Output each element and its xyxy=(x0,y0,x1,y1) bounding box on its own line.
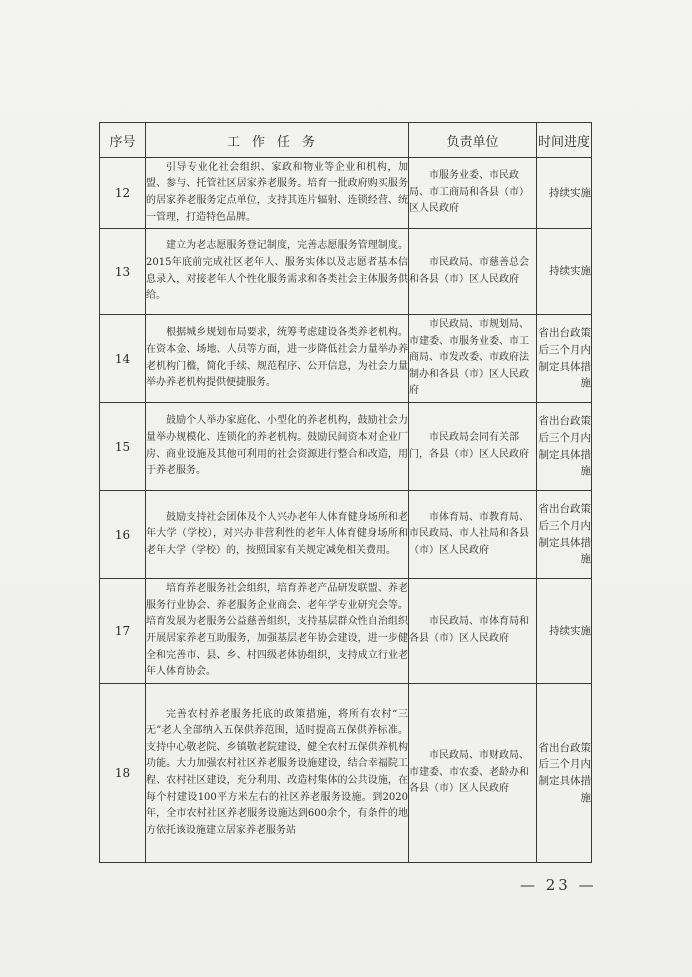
row-unit: 市体育局、市教育局、市民政局、市人社局和各县（市）区人民政府 xyxy=(409,491,537,579)
task-table xyxy=(99,122,592,863)
row-unit: 市民政局、市财政局、市建委、市农委、老龄办和各县（市）区人民政府 xyxy=(409,684,537,863)
row-time: 持续实施 xyxy=(537,579,592,684)
header-time: 时间进度 xyxy=(537,123,592,158)
table-row xyxy=(100,491,592,579)
row-time: 省出台政策后三个月内制定具体措施 xyxy=(537,315,592,403)
row-time: 持续实施 xyxy=(537,229,592,315)
table-row xyxy=(100,684,592,863)
row-task: 鼓励支持社会团体及个人兴办老年人体育健身场所和老年大学（学校），对兴办非营利性的老年人体育健身场所和老年大学（学校）的，按照国家有关规定减免相关费用。 xyxy=(146,491,409,579)
table-row xyxy=(100,579,592,684)
header-num: 序号 xyxy=(100,123,146,158)
row-num: 13 xyxy=(100,229,146,315)
row-task: 建立为老志愿服务登记制度，完善志愿服务管理制度。2015年底前完成社区老年人、服务实体以及志愿者基本信息录入，对接老年人个性化服务需求和各类社会主体服务供给。 xyxy=(146,229,409,315)
row-time: 省出台政策后三个月内制定具体措施 xyxy=(537,491,592,579)
row-num: 14 xyxy=(100,315,146,403)
row-num: 18 xyxy=(100,684,146,863)
page-number: — 23 — xyxy=(520,876,597,894)
header-unit: 负责单位 xyxy=(409,123,537,158)
row-num: 12 xyxy=(100,158,146,229)
row-time: 省出台政策后三个月内制定具体措施 xyxy=(537,403,592,491)
row-unit: 市民政局、市体育局和各县（市）区人民政府 xyxy=(409,579,537,684)
row-num: 16 xyxy=(100,491,146,579)
row-task: 培育养老服务社会组织，培育养老产品研发联盟、养老服务行业协会、养老服务企业商会、老年学专业研究会等。培育发展为老服务公益慈善组织，支持基层群众性自治组织开展居家养老互助服务，加强基层老年协会建设，进一步健全和完善市、县、乡、村四级老体协组织，支持成立行业老年人体育协会。 xyxy=(146,579,409,684)
row-task: 引导专业化社会组织、家政和物业等企业和机构，加盟、参与、托管社区居家养老服务。培育一批政府购买服务的居家养老服务定点单位，支持其连片辐射、连锁经营、统一管理，打造特色品牌。 xyxy=(146,158,409,229)
row-num: 17 xyxy=(100,579,146,684)
row-task: 完善农村养老服务托底的政策措施，将所有农村“三无”老人全部纳入五保供养范围，适时提高五保供养标准。支持中心敬老院、乡镇敬老院建设，健全农村五保供养机构功能。大力加强农村社区养老服务设施建设，结合幸福院工程、农村社区建设，充分利用、改造村集体的公共设施，在每个村建设100平方米左右的社区养老服务设施。到2020年，全市农村社区养老服务设施达到600余个，有条件的地方依托该设施建立居家养老服务站 xyxy=(146,684,409,863)
row-unit: 市民政局、市慈善总会和各县（市）区人民政府 xyxy=(409,229,537,315)
table-row xyxy=(100,229,592,315)
header-task: 工作任务 xyxy=(146,123,409,158)
row-unit: 市民政局、市规划局、市建委、市服务业委、市工商局、市发改委、市政府法制办和各县（市）区人民政府 xyxy=(409,315,537,403)
table-row xyxy=(100,403,592,491)
row-time: 省出台政策后三个月内制定具体措施 xyxy=(537,684,592,863)
table-header-row xyxy=(100,123,592,158)
row-unit: 市服务业委、市民政局、市工商局和各县（市）区人民政府 xyxy=(409,158,537,229)
row-unit: 市民政局会同有关部门，各县（市）区人民政府 xyxy=(409,403,537,491)
table-row xyxy=(100,158,592,229)
row-num: 15 xyxy=(100,403,146,491)
row-task: 鼓励个人举办家庭化、小型化的养老机构，鼓励社会力量举办规模化、连锁化的养老机构。鼓励民间资本对企业厂房、商业设施及其他可利用的社会资源进行整合和改造，用于养老服务。 xyxy=(146,403,409,491)
table-row xyxy=(100,315,592,403)
row-time: 持续实施 xyxy=(537,158,592,229)
row-task: 根据城乡规划布局要求，统筹考虑建设各类养老机构。在资本金、场地、人员等方面，进一步降低社会力量举办养老机构门槛，简化手续、规范程序、公开信息，为社会力量举办养老机构提供便捷服务。 xyxy=(146,315,409,403)
